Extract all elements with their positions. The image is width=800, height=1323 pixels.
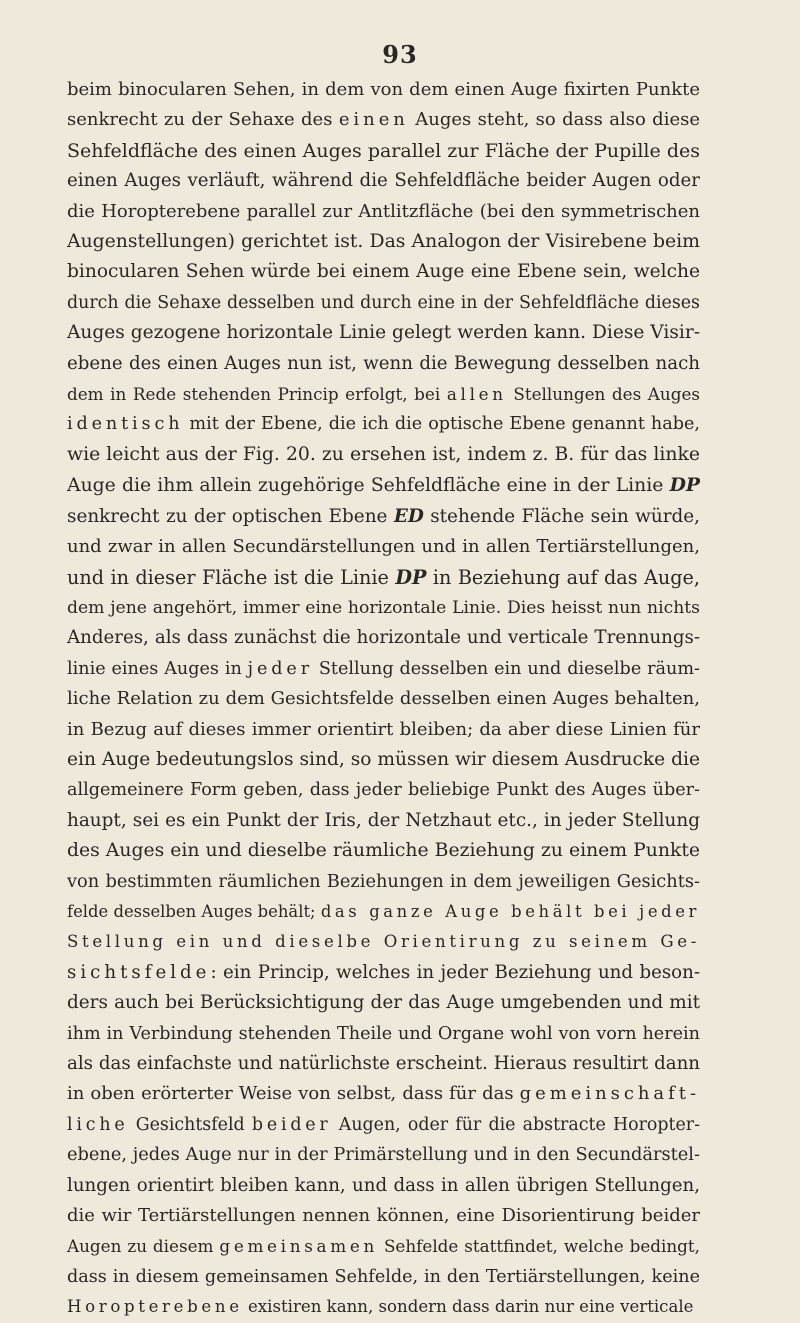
text-segment: ebene, jedes Auge nur in der Primärstellung und in den Secundärstel- — [67, 1144, 700, 1166]
spaced-emphasis: allen — [446, 384, 507, 405]
text-line — [67, 1079, 700, 1109]
text-segment: die wir Tertiärstellungen nennen können, eine Disorientirung beider — [67, 1205, 700, 1227]
text-line — [67, 1019, 700, 1049]
text-line — [67, 927, 700, 957]
italic-label: ED — [393, 505, 424, 527]
text-segment: ein Auge bedeutungslos sind, so müssen wir diesem Ausdrucke die — [67, 748, 700, 770]
text-line — [67, 715, 700, 745]
text-segment: mit der Ebene, die ich die optische Ebene genannt habe, — [183, 414, 700, 435]
text-segment: in oben erörterter Weise von selbst, dass für das — [67, 1083, 520, 1105]
spaced-emphasis: Stellung ein und dieselbe Orientirung zu seinem Ge- — [67, 932, 700, 952]
text-line — [67, 1262, 700, 1292]
text-line — [67, 958, 700, 988]
text-line — [67, 654, 700, 684]
spaced-emphasis: gemeinschaft- — [519, 1083, 700, 1105]
text-line — [67, 867, 700, 897]
text-line — [67, 1049, 700, 1079]
text-segment: allgemeinere Form geben, dass jeder beliebige Punkt des Auges über- — [67, 780, 700, 801]
text-segment: ders auch bei Berücksichtigung der das Auge umgebenden und mit — [67, 992, 700, 1014]
text-segment: Augen zu diesem — [67, 1236, 220, 1257]
body-text — [67, 75, 700, 1323]
text-segment: des Auges ein und dieselbe räumliche Beziehung zu einem Punkte — [67, 840, 700, 862]
text-segment: stehende Fläche sein würde, — [423, 505, 700, 527]
text-line — [67, 136, 700, 166]
text-line — [67, 349, 700, 379]
text-line — [67, 1110, 700, 1140]
spaced-emphasis: das ganze Auge behält bei jeder — [320, 901, 700, 921]
italic-label: DP — [395, 565, 427, 589]
text-segment: haupt, sei es ein Punkt der Iris, der Netzhaut etc., in jeder Stellung — [67, 809, 700, 831]
text-segment: und in dieser Fläche ist die Linie — [67, 565, 396, 589]
text-line — [67, 775, 700, 805]
text-line — [67, 532, 700, 562]
spaced-emphasis: Horopterebene — [67, 1297, 243, 1317]
text-segment: dem in Rede stehenden Princip erfolgt, bei — [67, 384, 447, 405]
spaced-emphasis: einen — [338, 109, 409, 131]
text-segment: in Beziehung auf das Auge, — [426, 565, 700, 589]
text-line — [67, 379, 700, 409]
text-segment: Augenstellungen) gerichtet ist. Das Analogon der Visirebene beim — [67, 231, 700, 253]
text-segment: ihm in Verbindung stehenden Theile und Organe wohl von vorn herein — [67, 1023, 700, 1044]
text-line — [67, 1231, 700, 1261]
text-segment: durch die Sehaxe desselben und durch eine in der Sehfeldfläche dieses — [67, 292, 700, 313]
text-segment: Gesichtsfeld — [128, 1114, 252, 1135]
spaced-emphasis: identisch — [67, 414, 184, 435]
text-segment: als das einfachste und natürlichste erscheint. Hieraus resultirt dann — [67, 1053, 700, 1074]
text-segment: ebene des einen Auges nun ist, wenn die Bewegung desselben nach — [67, 352, 700, 374]
text-line — [67, 1292, 700, 1322]
text-line — [67, 563, 700, 593]
text-line — [67, 257, 700, 287]
text-line — [67, 197, 700, 227]
text-segment: die Horopterebene parallel zur Antlitzfläche (bei den symmetrischen — [67, 200, 700, 222]
text-segment: felde desselben Auges behält; — [67, 901, 321, 921]
spaced-emphasis: gemeinsamen — [219, 1236, 378, 1257]
italic-label: DP — [669, 474, 700, 497]
text-segment: lungen orientirt bleiben kann, und dass in allen übrigen Stellungen, — [67, 1174, 700, 1196]
text-line — [67, 166, 700, 196]
text-segment: von bestimmten räumlichen Beziehungen in dem jeweiligen Gesichts- — [67, 870, 700, 892]
text-segment: binocularen Sehen würde bei einem Auge eine Ebene sein, welche — [67, 261, 700, 283]
text-segment: Auges steht, so dass also diese — [408, 109, 700, 131]
text-segment: Sehfelde stattfindet, welche bedingt, — [378, 1236, 700, 1257]
text-segment: Stellungen des Auges — [506, 384, 700, 405]
text-line — [67, 288, 700, 318]
text-segment: Augen, oder für die abstracte Horopter- — [331, 1114, 700, 1135]
text-segment: in Bezug auf dieses immer orientirt bleiben; da aber diese Linien für — [67, 718, 700, 740]
text-line — [67, 623, 700, 653]
spaced-emphasis: sichtsfelde — [67, 961, 211, 983]
text-segment: Anderes, als dass zunächst die horizontale und verticale Trennungs- — [67, 627, 700, 649]
text-segment: dem jene angehört, immer eine horizontale Linie. Dies heisst nun nichts — [67, 597, 700, 618]
spaced-emphasis: jeder — [247, 658, 313, 679]
text-line — [67, 409, 700, 439]
text-segment: linie eines Auges in — [67, 658, 248, 679]
text-line — [67, 836, 700, 866]
text-segment: Auges gezogene horizontale Linie gelegt werden kann. Diese Visir- — [67, 322, 700, 344]
spaced-emphasis: liche — [67, 1114, 129, 1135]
text-line — [67, 897, 700, 927]
spaced-emphasis: beider — [251, 1114, 332, 1135]
text-line — [67, 440, 700, 470]
text-line — [67, 988, 700, 1018]
text-line — [67, 75, 700, 105]
text-line — [67, 227, 700, 257]
text-line — [67, 1140, 700, 1170]
text-line — [67, 1171, 700, 1201]
text-line — [67, 502, 700, 532]
text-segment: beim binocularen Sehen, in dem von dem einen Auge fixirten Punkte — [67, 79, 700, 100]
text-line — [67, 745, 700, 775]
text-line — [67, 470, 700, 501]
text-segment: wie leicht aus der Fig. 20. zu ersehen ist, indem z. B. für das linke — [67, 443, 700, 465]
text-segment: und zwar in allen Secundärstellungen und in allen Tertiärstellungen, — [67, 536, 700, 558]
text-segment: senkrecht zu der Sehaxe des — [67, 109, 339, 131]
text-segment: senkrecht zu der optischen Ebene — [67, 505, 394, 527]
text-line — [67, 806, 700, 836]
text-line — [67, 684, 700, 714]
text-segment: einen Auges verläuft, während die Sehfeldfläche beider Augen oder — [67, 170, 700, 192]
page-number: 93 — [382, 40, 418, 69]
text-segment: Sehfeldfläche des einen Auges parallel zur Fläche der Pupille des — [67, 139, 700, 162]
text-segment: Stellung desselben ein und dieselbe räum- — [312, 658, 700, 679]
text-line — [67, 105, 700, 135]
text-segment: : ein Princip, welches in jeder Beziehung und beson- — [210, 961, 700, 983]
text-segment: existiren kann, sondern dass darin nur eine verticale — [242, 1297, 694, 1317]
text-line — [67, 593, 700, 623]
text-segment: dass in diesem gemeinsamen Sehfelde, in den Tertiärstellungen, keine — [67, 1266, 700, 1287]
text-segment: Auge die ihm allein zugehörige Sehfeldfläche eine in der Linie — [67, 475, 670, 497]
text-segment: liche Relation zu dem Gesichtsfelde desselben einen Auges behalten, — [67, 688, 700, 710]
text-line — [67, 318, 700, 348]
text-line — [67, 1201, 700, 1231]
